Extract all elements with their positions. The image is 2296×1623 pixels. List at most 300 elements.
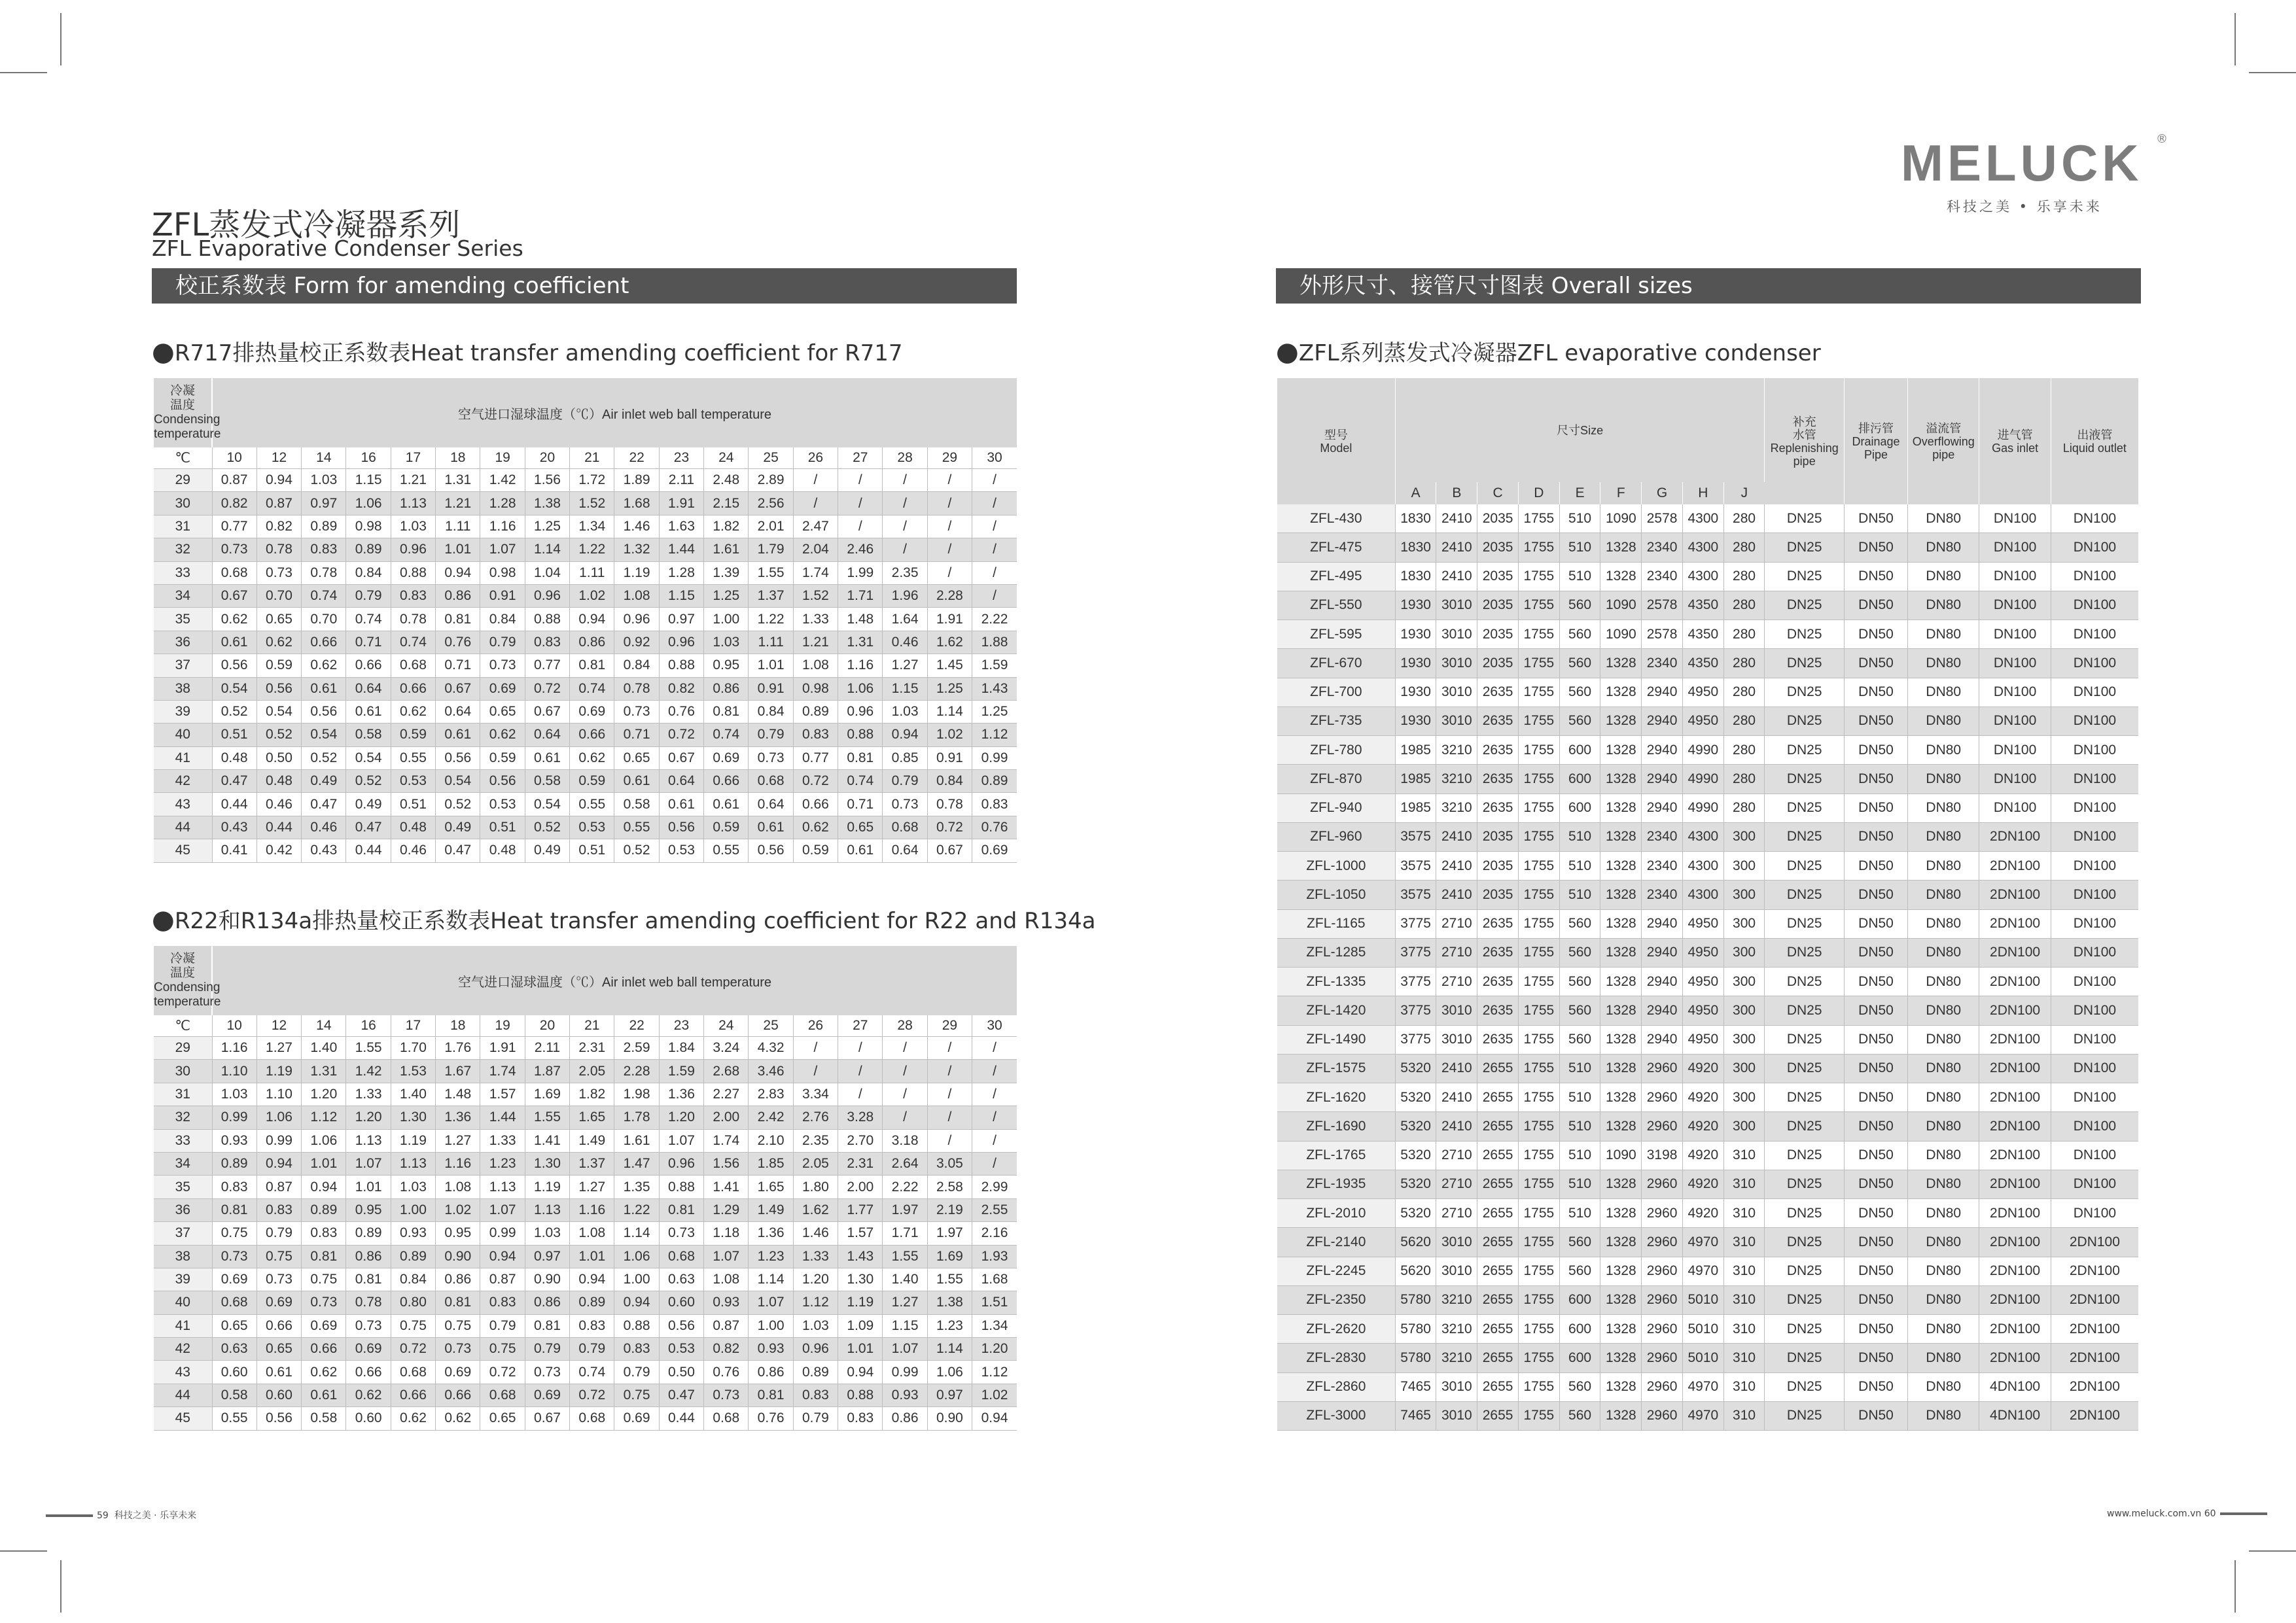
size-value-cell: 3575 (1395, 881, 1436, 909)
table-row (154, 492, 1017, 515)
coefficient-cell: / (972, 1037, 1017, 1060)
coefficient-cell: 2.05 (793, 1152, 838, 1175)
coefficient-cell: 0.52 (525, 816, 569, 839)
coefficient-cell: 0.58 (525, 770, 569, 793)
size-value-cell: 4950 (1682, 707, 1723, 735)
size-value-cell: 1755 (1518, 1199, 1559, 1228)
size-value-cell: 2710 (1436, 968, 1477, 996)
coefficient-cell: 1.23 (480, 1152, 525, 1175)
coefficient-cell: 0.94 (972, 1407, 1017, 1430)
coefficient-cell: 0.44 (256, 816, 301, 839)
table-row (1277, 1401, 2138, 1430)
crop-mark (60, 13, 62, 65)
coefficient-cell: 0.75 (614, 1384, 659, 1406)
coefficient-cell: 0.79 (614, 1361, 659, 1384)
size-value-cell: 310 (1723, 1228, 1765, 1257)
table-row (1277, 1112, 2138, 1141)
coefficient-cell: 1.67 (436, 1060, 480, 1083)
coefficient-cell: 1.08 (614, 584, 659, 607)
coefficient-cell: 4.32 (749, 1037, 793, 1060)
size-value-cell: 1328 (1600, 996, 1642, 1025)
table-row (154, 515, 1017, 538)
table-row (154, 538, 1017, 561)
coefficient-cell: 1.55 (749, 561, 793, 584)
coefficient-cell: 0.81 (659, 1198, 703, 1221)
table-row (1277, 1054, 2138, 1083)
size-value-cell: 2710 (1436, 938, 1477, 967)
coefficient-cell: 1.27 (570, 1176, 614, 1198)
size-value-cell: 4920 (1682, 1054, 1723, 1083)
table-row (154, 608, 1017, 631)
size-value-cell: 4950 (1682, 678, 1723, 707)
size-value-cell: 2340 (1642, 852, 1683, 881)
size-value-cell: 2960 (1642, 1372, 1683, 1401)
coefficient-cell: 0.49 (525, 839, 569, 862)
pipe-header-line: Pipe (1863, 447, 1888, 461)
condensing-temp-cell: 43 (154, 1361, 212, 1384)
coefficient-cell: 1.46 (614, 515, 659, 538)
table-row (154, 584, 1017, 607)
size-value-cell: 2940 (1642, 938, 1683, 967)
registered-mark: ® (2156, 132, 2168, 146)
footer-url: www.meluck.com.vn (2107, 1509, 2202, 1519)
footer-right (2107, 1509, 2267, 1519)
coefficient-cell: 1.01 (570, 1245, 614, 1268)
size-value-cell: 1755 (1518, 533, 1559, 562)
coefficient-cell: 0.64 (883, 839, 927, 862)
coefficient-cell: 0.86 (346, 1245, 391, 1268)
condensing-temp-cell: 38 (154, 1245, 212, 1268)
table-row (1277, 620, 2138, 649)
table-row (1277, 765, 2138, 794)
size-value-cell: 560 (1559, 620, 1600, 649)
coefficient-cell: 1.76 (436, 1037, 480, 1060)
coefficient-cell: 1.06 (256, 1106, 301, 1129)
crop-mark (2234, 1560, 2236, 1613)
coefficient-cell: 0.94 (838, 1361, 883, 1384)
coefficient-cell: 1.91 (927, 608, 972, 631)
size-value-cell: 2655 (1477, 1170, 1519, 1198)
coefficient-cell: 2.00 (838, 1176, 883, 1198)
pipe-size-cell: DN100 (2051, 1170, 2138, 1198)
coefficient-cell: 0.77 (525, 654, 569, 677)
size-value-cell: 310 (1723, 1170, 1765, 1198)
pipe-size-cell: 2DN100 (1979, 968, 2051, 996)
page-number-left: 59 (97, 1510, 109, 1521)
coefficient-cell: 1.20 (302, 1083, 346, 1106)
coefficient-cell: 3.24 (704, 1037, 749, 1060)
coefficient-cell: 0.66 (391, 677, 435, 700)
size-letter-cell: F (1600, 482, 1642, 504)
coefficient-cell: 1.53 (391, 1060, 435, 1083)
coefficient-cell: 1.00 (391, 1198, 435, 1221)
coefficient-cell: / (883, 1106, 927, 1129)
coefficient-cell: 1.25 (525, 515, 569, 538)
coefficient-cell: 1.20 (659, 1106, 703, 1129)
coefficient-cell: 1.16 (570, 1198, 614, 1221)
coefficient-cell: 0.47 (436, 839, 480, 862)
size-value-cell: 2710 (1436, 1141, 1477, 1170)
size-letter-cell: C (1477, 482, 1519, 504)
coefficient-cell: 1.03 (793, 1314, 838, 1337)
table-row (1277, 591, 2138, 620)
coefficient-cell: 0.61 (302, 1384, 346, 1406)
temperature-cell: 16 (346, 447, 391, 469)
pipe-size-cell: DN50 (1844, 1083, 1907, 1112)
coefficient-cell: 1.64 (883, 608, 927, 631)
pipe-size-cell: DN50 (1844, 1257, 1907, 1285)
temperature-cell: 18 (436, 447, 480, 469)
coefficient-cell: 1.14 (614, 1222, 659, 1245)
coefficient-cell: 0.96 (659, 631, 703, 654)
footer-rule (46, 1514, 93, 1517)
table-row (1277, 1083, 2138, 1112)
coefficient-cell: 1.01 (838, 1338, 883, 1361)
coefficient-cell: 0.97 (659, 608, 703, 631)
size-value-cell: 1328 (1600, 1285, 1642, 1314)
model-cell: ZFL-940 (1277, 794, 1395, 822)
coefficient-cell: 2.22 (883, 1176, 927, 1198)
coefficient-cell: 1.70 (391, 1037, 435, 1060)
pipe-size-cell: DN25 (1765, 620, 1844, 649)
coefficient-cell: 0.83 (525, 631, 569, 654)
coefficient-cell: 0.70 (302, 608, 346, 631)
size-value-cell: 4300 (1682, 822, 1723, 851)
coefficient-cell: 1.16 (480, 515, 525, 538)
coefficient-cell: / (883, 538, 927, 561)
temperature-cell: 19 (480, 1015, 525, 1037)
coefficient-cell: 1.34 (972, 1314, 1017, 1337)
coefficient-cell: 0.48 (480, 839, 525, 862)
coefficient-cell: 0.60 (212, 1361, 256, 1384)
size-value-cell: 4990 (1682, 736, 1723, 765)
size-value-cell: 3775 (1395, 996, 1436, 1025)
coefficient-cell: / (927, 1129, 972, 1152)
pipe-header-cell (2051, 378, 2138, 504)
overall-sizes-table (1277, 378, 2138, 1431)
size-value-cell: 1755 (1518, 881, 1559, 909)
coefficient-cell: 0.61 (436, 724, 480, 746)
model-cell: ZFL-1335 (1277, 968, 1395, 996)
coefficient-cell: 1.12 (793, 1291, 838, 1314)
model-cell: ZFL-2860 (1277, 1372, 1395, 1401)
coefficient-cell: 0.99 (972, 746, 1017, 769)
coefficient-cell: 1.74 (793, 561, 838, 584)
model-cell: ZFL-3000 (1277, 1401, 1395, 1430)
coefficient-cell: 1.59 (972, 654, 1017, 677)
size-value-cell: 1328 (1600, 1112, 1642, 1141)
coefficient-cell: 0.87 (480, 1268, 525, 1291)
coefficient-cell: 0.94 (302, 1176, 346, 1198)
coefficient-cell: 1.36 (749, 1222, 793, 1245)
size-value-cell: 560 (1559, 591, 1600, 620)
condensing-temp-cell: 36 (154, 1198, 212, 1221)
model-cell: ZFL-2620 (1277, 1315, 1395, 1344)
coefficient-cell: 1.16 (436, 1152, 480, 1175)
condensing-temp-cell: 39 (154, 1268, 212, 1291)
size-value-cell: 2940 (1642, 765, 1683, 794)
unit-cell: ℃ (154, 447, 212, 469)
size-value-cell: 300 (1723, 852, 1765, 881)
size-value-cell: 5010 (1682, 1285, 1723, 1314)
pipe-size-cell: DN50 (1844, 1170, 1907, 1198)
pipe-header-line: Overflowing (1912, 434, 1975, 448)
coefficient-cell: 0.74 (391, 631, 435, 654)
coefficient-cell: 1.07 (704, 1245, 749, 1268)
coefficient-cell: 1.11 (436, 515, 480, 538)
pipe-size-cell: DN25 (1765, 852, 1844, 881)
coefficient-cell: 1.28 (659, 561, 703, 584)
pipe-size-cell: DN25 (1765, 591, 1844, 620)
coefficient-cell: 2.11 (659, 469, 703, 492)
coefficient-cell: 0.99 (883, 1361, 927, 1384)
coefficient-cell: 0.89 (346, 1222, 391, 1245)
size-value-cell: 1755 (1518, 1083, 1559, 1112)
coefficient-cell: 0.86 (436, 584, 480, 607)
size-value-cell: 4920 (1682, 1199, 1723, 1228)
coefficient-cell: 0.69 (302, 1314, 346, 1337)
table-row (1277, 1372, 2138, 1401)
size-value-cell: 280 (1723, 620, 1765, 649)
pipe-size-cell: 2DN100 (1979, 1112, 2051, 1141)
table-row (154, 1198, 1017, 1221)
row-header-line: 温度 (169, 966, 195, 980)
coefficient-cell: 1.93 (972, 1245, 1017, 1268)
size-value-cell: 510 (1559, 1141, 1600, 1170)
model-cell: ZFL-2010 (1277, 1199, 1395, 1228)
table-row (1277, 1315, 2138, 1344)
pipe-size-cell: DN100 (2051, 822, 2138, 851)
condensing-temp-cell: 34 (154, 584, 212, 607)
size-value-cell: 4300 (1682, 881, 1723, 909)
pipe-size-cell: DN100 (1979, 620, 2051, 649)
size-value-cell: 510 (1559, 1083, 1600, 1112)
coefficient-cell: 0.55 (391, 746, 435, 769)
page-title-en: ZFL Evaporative Condenser Series (152, 236, 523, 261)
size-value-cell: 3775 (1395, 909, 1436, 938)
pipe-size-cell: DN100 (2051, 620, 2138, 649)
coefficient-cell: 0.94 (570, 608, 614, 631)
coefficient-cell: 1.51 (972, 1291, 1017, 1314)
coefficient-cell: / (883, 1083, 927, 1106)
coefficient-cell: 0.61 (346, 700, 391, 723)
table-row (154, 1291, 1017, 1314)
model-header-cell (1277, 378, 1395, 504)
coefficient-cell: / (883, 515, 927, 538)
coefficient-cell: 1.08 (570, 1222, 614, 1245)
size-value-cell: 560 (1559, 1025, 1600, 1054)
coefficient-cell: 1.68 (614, 492, 659, 515)
coefficient-cell: 1.14 (525, 538, 569, 561)
coefficient-cell: 0.96 (391, 538, 435, 561)
size-value-cell: 1755 (1518, 794, 1559, 822)
table3-heading: ●ZFL系列蒸发式冷凝器ZFL evaporative condenser (1276, 337, 1821, 367)
pipe-size-cell: DN100 (2051, 1141, 2138, 1170)
coefficient-cell: 0.76 (972, 816, 1017, 839)
coefficient-cell: 0.61 (302, 677, 346, 700)
pipe-size-cell: DN50 (1844, 765, 1907, 794)
size-value-cell: 1328 (1600, 1054, 1642, 1083)
coefficient-cell: 0.91 (480, 584, 525, 607)
size-value-cell: 310 (1723, 1199, 1765, 1228)
condensing-temp-cell: 41 (154, 746, 212, 769)
size-value-cell: 5320 (1395, 1199, 1436, 1228)
size-value-cell: 1755 (1518, 909, 1559, 938)
size-value-cell: 3210 (1436, 794, 1477, 822)
table-row (1277, 736, 2138, 765)
coefficient-cell: 2.46 (838, 538, 883, 561)
coefficient-cell: 2.64 (883, 1152, 927, 1175)
coefficient-cell: 0.62 (391, 1407, 435, 1430)
pipe-size-cell: DN50 (1844, 1054, 1907, 1083)
size-value-cell: 2035 (1477, 504, 1519, 533)
coefficient-cell: 0.88 (838, 1384, 883, 1406)
size-value-cell: 2410 (1436, 533, 1477, 562)
temperature-cell: 18 (436, 1015, 480, 1037)
coefficient-cell: 0.54 (436, 770, 480, 793)
coefficient-cell: 0.67 (436, 677, 480, 700)
coefficient-cell: 1.23 (927, 1314, 972, 1337)
pipe-header-line: 出液管 (2077, 428, 2113, 442)
pipe-size-cell: DN100 (2051, 533, 2138, 562)
pipe-size-cell: DN50 (1844, 909, 1907, 938)
coefficient-cell: 0.81 (346, 1268, 391, 1291)
size-value-cell: 2655 (1477, 1372, 1519, 1401)
coefficient-cell: 1.41 (525, 1129, 569, 1152)
coefficient-cell: 0.59 (480, 746, 525, 769)
coefficient-cell: 0.66 (704, 770, 749, 793)
coefficient-cell: 0.99 (480, 1222, 525, 1245)
pipe-size-cell: DN100 (1979, 533, 2051, 562)
table-row (154, 1407, 1017, 1430)
coefficient-cell: 0.78 (346, 1291, 391, 1314)
coefficient-cell: 0.68 (570, 1407, 614, 1430)
size-value-cell: 3198 (1642, 1141, 1683, 1170)
size-value-cell: 4300 (1682, 852, 1723, 881)
pipe-size-cell: DN100 (2051, 1054, 2138, 1083)
column-header-cell: 空气进口湿球温度（℃）Air inlet web ball temperature (212, 946, 1017, 1015)
pipe-size-cell: DN25 (1765, 1372, 1844, 1401)
pipe-size-cell: DN100 (2051, 765, 2138, 794)
coefficient-cell: 1.06 (302, 1129, 346, 1152)
pipe-size-cell: DN25 (1765, 1199, 1844, 1228)
size-value-cell: 4920 (1682, 1083, 1723, 1112)
coefficient-cell: / (927, 1037, 972, 1060)
coefficient-cell: 3.34 (793, 1083, 838, 1106)
coefficient-cell: 1.46 (793, 1222, 838, 1245)
coefficient-cell: 0.69 (704, 746, 749, 769)
coefficient-cell: 0.88 (838, 724, 883, 746)
coefficient-cell: 0.66 (302, 1338, 346, 1361)
size-value-cell: 510 (1559, 1054, 1600, 1083)
row-header-line: 冷凝 (169, 952, 195, 966)
pipe-header-cell (1765, 378, 1844, 504)
pipe-size-cell: DN100 (2051, 909, 2138, 938)
coefficient-cell: 1.35 (614, 1176, 659, 1198)
coefficient-cell: 2.19 (927, 1198, 972, 1221)
coefficient-cell: 0.48 (256, 770, 301, 793)
coefficient-cell: 0.69 (972, 839, 1017, 862)
coefficient-cell: 0.68 (659, 1245, 703, 1268)
temperature-cell: 28 (883, 447, 927, 469)
size-value-cell: 2635 (1477, 996, 1519, 1025)
coefficient-cell: 1.61 (614, 1129, 659, 1152)
pipe-size-cell: DN100 (2051, 504, 2138, 533)
coefficient-cell: 0.79 (570, 1338, 614, 1361)
coefficient-cell: 0.81 (838, 746, 883, 769)
coefficient-cell: 3.05 (927, 1152, 972, 1175)
coefficient-cell: / (883, 492, 927, 515)
coefficient-cell: 2.27 (704, 1083, 749, 1106)
coefficient-cell: 1.06 (838, 677, 883, 700)
pipe-size-cell: DN100 (1979, 591, 2051, 620)
coefficient-cell: 0.84 (927, 770, 972, 793)
coefficient-cell: 1.48 (838, 608, 883, 631)
size-value-cell: 2635 (1477, 794, 1519, 822)
size-value-cell: 2635 (1477, 707, 1519, 735)
coefficient-cell: 0.58 (614, 793, 659, 816)
coefficient-cell: 0.52 (256, 724, 301, 746)
pipe-size-cell: DN100 (1979, 562, 2051, 591)
size-letter-cell: B (1436, 482, 1477, 504)
size-value-cell: 2710 (1436, 1170, 1477, 1198)
pipe-size-cell: 4DN100 (1979, 1372, 2051, 1401)
size-value-cell: 1090 (1600, 504, 1642, 533)
coefficient-cell: 0.73 (883, 793, 927, 816)
coefficient-cell: 0.92 (614, 631, 659, 654)
crop-mark (2249, 72, 2296, 73)
coefficient-cell: 0.98 (793, 677, 838, 700)
pipe-size-cell: 2DN100 (1979, 1257, 2051, 1285)
coefficient-cell: 0.99 (256, 1129, 301, 1152)
pipe-size-cell: 2DN100 (1979, 1199, 2051, 1228)
size-value-cell: 300 (1723, 1025, 1765, 1054)
size-value-cell: 1328 (1600, 938, 1642, 967)
pipe-size-cell: DN50 (1844, 1401, 1907, 1430)
size-value-cell: 2340 (1642, 562, 1683, 591)
size-value-cell: 2655 (1477, 1228, 1519, 1257)
size-value-cell: 5780 (1395, 1285, 1436, 1314)
coefficient-cell: 1.08 (704, 1268, 749, 1291)
pipe-size-cell: DN100 (1979, 765, 2051, 794)
pipe-size-cell: DN25 (1765, 996, 1844, 1025)
coefficient-cell: 1.20 (346, 1106, 391, 1129)
coefficient-cell: 2.89 (749, 469, 793, 492)
coefficient-cell: 1.40 (391, 1083, 435, 1106)
coefficient-cell: 1.22 (570, 538, 614, 561)
coefficient-cell: 0.88 (614, 1314, 659, 1337)
crop-mark (0, 1550, 47, 1552)
pipe-size-cell: DN50 (1844, 620, 1907, 649)
coefficient-cell: 0.78 (927, 793, 972, 816)
size-value-cell: 1755 (1518, 1228, 1559, 1257)
pipe-header-line: Drainage (1852, 434, 1900, 448)
table-row (154, 724, 1017, 746)
coefficient-cell: 1.57 (480, 1083, 525, 1106)
pipe-size-cell: DN80 (1908, 852, 1979, 881)
coefficient-cell: 0.82 (256, 515, 301, 538)
size-value-cell: 4950 (1682, 968, 1723, 996)
size-value-cell: 2635 (1477, 968, 1519, 996)
coefficient-cell: 2.31 (570, 1037, 614, 1060)
coefficient-cell: 0.66 (570, 724, 614, 746)
size-value-cell: 1755 (1518, 504, 1559, 533)
coefficient-cell: 0.88 (525, 608, 569, 631)
coefficient-cell: 0.47 (346, 816, 391, 839)
coefficient-cell: 0.95 (346, 1198, 391, 1221)
condensing-temp-cell: 44 (154, 816, 212, 839)
size-value-cell: 560 (1559, 1257, 1600, 1285)
